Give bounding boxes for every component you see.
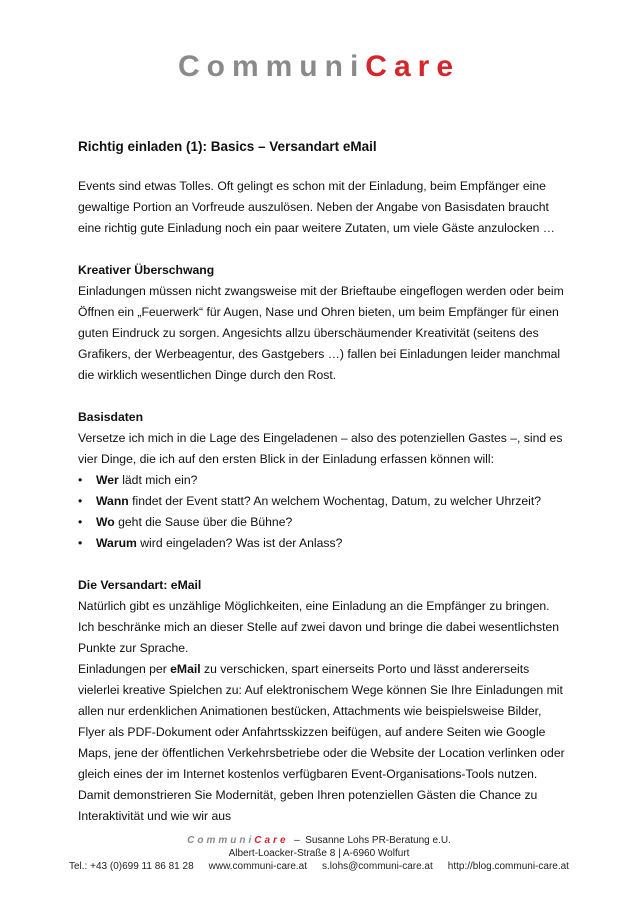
list-item: [78, 512, 566, 533]
bullet-keyword: Wo: [96, 515, 115, 529]
footer-company: – Susanne Lohs PR-Beratung e.U.: [288, 835, 451, 846]
footer-phone: Tel.: +43 (0)699 11 86 81 28: [69, 861, 194, 872]
section-heading-versandart: Die Versandart: eMail: [78, 578, 202, 592]
footer-blog-link[interactable]: http://blog.communi-care.at: [447, 861, 569, 872]
section-text-versandart-2: [78, 659, 566, 827]
footer: [0, 834, 638, 873]
page-title: Richtig einladen (1): Basics – Versandart eMail: [78, 139, 377, 154]
text-run: zu verschicken, spart einerseits Porto und lässt andererseits vielerlei kreative Spielchen zu: Auf elektronischem Wege können Sie Ihre Einladungen mit allen nur erdenklichen Animationen bestücken, Attachments wie beispielsweise Bilder, Flyer als PDF-Dokument oder Anfahrtsskizzen beifügen, auf andere Seiten wie Google Maps, jene der öffentlichen Verkehrsbetriebe oder die Website der Location verlinken oder gleich eines der im Internet kostenlos verfügbaren Event-Organisations-Tools nutzen. Damit demonstrieren Sie Modernität, geben Ihren potenziellen Gästen die Chance zu Interaktivität und wie wir aus: [78, 662, 565, 823]
footer-logo: [187, 835, 288, 846]
bullet-text: geht die Sause über die Bühne?: [114, 515, 293, 529]
bullet-text: findet der Event statt? An welchem Wochentag, Datum, zu welcher Uhrzeit?: [128, 494, 542, 508]
text-run: Einladungen per: [78, 662, 171, 676]
bullet-keyword: Warum: [96, 536, 137, 550]
footer-contact-row: [69, 860, 569, 873]
footer-email-link[interactable]: s.lohs@communi-care.at: [322, 861, 433, 872]
bullet-list: [78, 470, 566, 554]
bullet-icon: •: [78, 473, 83, 487]
bullet-keyword: Wer: [96, 473, 119, 487]
footer-logo-communi: Communi: [187, 835, 255, 846]
logo: [0, 50, 638, 84]
footer-line-1: [0, 834, 638, 847]
list-item: [78, 470, 566, 491]
bullet-keyword: Wann: [96, 494, 129, 508]
logo-care: Care: [365, 50, 461, 83]
footer-website-link[interactable]: www.communi-care.at: [208, 861, 308, 872]
logo-communi: Communi: [177, 50, 366, 83]
section-heading-kreativer: Kreativer Überschwang: [78, 263, 215, 277]
document-body: [78, 138, 566, 827]
bullet-icon: •: [78, 515, 83, 529]
list-item: [78, 491, 566, 512]
section-text-kreativer: Einladungen müssen nicht zwangsweise mit der Brieftaube eingeflogen werden oder beim Öffnen ein „Feuerwerk“ für Augen, Nase und Ohren bieten, um beim Empfänger für einen guten Eindruck zu sorgen. Angesichts allzu überschäumender Kreativität (seitens des Grafikers, der Werbeagentur, des Gastgebers …) fallen bei Einladungen leider manchmal die wirklich wesentlichen Dinge durch den Rost.: [78, 284, 564, 382]
section-text-versandart-1: Natürlich gibt es unzählige Möglichkeiten, eine Einladung an die Empfänger zu bringen. Ich beschränke mich an dieser Stelle auf zwei davon und bringe die dabei wesentlichsten Punkte zur Sprache.: [78, 599, 560, 655]
bullet-icon: •: [78, 494, 83, 508]
bullet-text: lädt mich ein?: [118, 473, 198, 487]
section-heading-basisdaten: Basisdaten: [78, 410, 144, 424]
section-text-basisdaten: Versetze ich mich in die Lage des Eingeladenen – also des potenziellen Gastes –, sind es vier Dinge, die ich auf den ersten Blick in der Einladung erfassen können will:: [78, 431, 563, 466]
bullet-icon: •: [78, 536, 83, 550]
intro-paragraph: Events sind etwas Tolles. Oft gelingt es schon mit der Einladung, beim Empfänger eine gewaltige Portion an Vorfreude auszulösen. Neben der Angabe von Basisdaten braucht eine richtig gute Einladung noch ein paar weitere Zutaten, um viele Gäste anzulocken …: [78, 179, 555, 235]
bullet-text: wird eingeladen? Was ist der Anlass?: [136, 536, 343, 550]
text-run-bold: eMail: [170, 662, 201, 676]
list-item: [78, 533, 566, 554]
footer-address: Albert-Loacker-Straße 8 | A-6960 Wolfurt: [228, 848, 410, 859]
footer-logo-care: Care: [254, 835, 289, 846]
